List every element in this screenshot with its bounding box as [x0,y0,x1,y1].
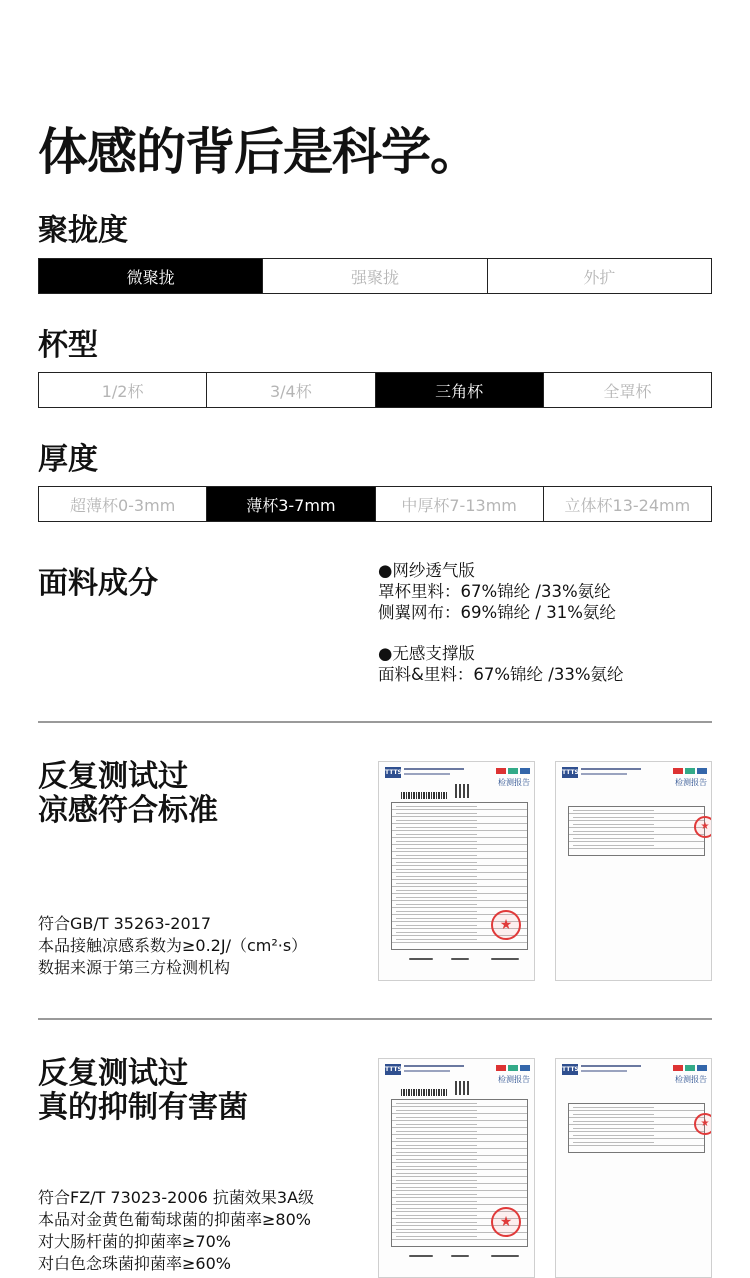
cooling-test-title [38,760,218,828]
fabric-title: 面料成分 [38,566,158,601]
red-stamp-icon: ★ [694,1113,712,1135]
cup-option-three-quarter[interactable]: 3/4杯 [207,373,375,407]
fabric-mesh-line: 侧翼网布：69%锦纶 / 31%氨纶 [378,603,616,622]
antibacterial-test-title [38,1057,248,1125]
red-stamp-icon: ★ [491,910,521,940]
gather-option-strong[interactable]: 强聚拢 [263,259,487,293]
gather-option-outward[interactable]: 外扩 [583,267,616,287]
cup-option-full[interactable]: 全罩杯 [603,381,652,401]
cooling-title-line: 凉感符合标准 [38,793,218,828]
cup-selector [38,372,712,408]
thickness-selector [38,486,712,522]
antibacterial-report-page-2 [555,1058,712,1278]
antibacterial-title-line: 反复测试过 [38,1056,188,1091]
divider [38,1018,712,1020]
antibacterial-test-notes [38,1187,314,1275]
thickness-option-medium[interactable]: 中厚杯7-13mm [376,487,544,521]
divider [38,721,712,723]
qr-code-icon [455,1081,469,1095]
thickness-option-3d[interactable]: 立体杯13-24mm [564,495,691,515]
cooling-note: 数据来源于第三方检测机构 [38,958,231,977]
red-stamp-icon: ★ [491,1207,521,1237]
report-title: 检测报告 [498,778,530,787]
report-title: 检测报告 [498,1075,530,1084]
lab-logo-icon: TTTS [385,1066,402,1073]
antibacterial-note: 符合FZ/T 73023-2006 抗菌效果3A级 [38,1188,315,1207]
cup-title: 杯型 [38,328,98,363]
gather-option-micro[interactable]: 微聚拢 [39,259,263,293]
fabric-mesh-block [378,560,616,623]
thickness-option-thin[interactable]: 薄杯3-7mm [207,487,375,521]
antibacterial-note: 对白色念珠菌抑菌率≥60% [38,1254,231,1273]
fabric-support-name: ●无感支撑版 [378,644,475,663]
cooling-report-page-1 [378,761,535,981]
report-title: 检测报告 [675,778,707,787]
gather-title: 聚拢度 [38,213,128,248]
lab-logo-icon: TTTS [385,769,402,776]
fabric-support-block [378,643,624,685]
antibacterial-title-line: 真的抑制有害菌 [38,1090,248,1125]
lab-logo-icon: TTTS [562,769,579,776]
cooling-test-notes [38,913,307,979]
report-title: 检测报告 [675,1075,707,1084]
antibacterial-report-page-1 [378,1058,535,1278]
gather-selector [38,258,712,294]
fabric-support-line: 面料&里料：67%锦纶 /33%氨纶 [378,665,624,684]
fabric-mesh-name: ●网纱透气版 [378,561,475,580]
cooling-report-page-2 [555,761,712,981]
cooling-note: 符合GB/T 35263-2017 [38,914,212,933]
cooling-note: 本品接触凉感系数为≥0.2J/（cm²·s） [38,936,308,955]
antibacterial-note: 本品对金黄色葡萄球菌的抑菌率≥80% [38,1210,311,1229]
thickness-option-ultrathin[interactable]: 超薄杯0-3mm [39,487,207,521]
page-headline: 体感的背后是科学。 [38,123,479,181]
thickness-title: 厚度 [38,442,98,477]
antibacterial-note: 对大肠杆菌的抑菌率≥70% [38,1232,231,1251]
cup-option-half[interactable]: 1/2杯 [39,373,207,407]
fabric-mesh-line: 罩杯里料：67%锦纶 /33%氨纶 [378,582,611,601]
red-stamp-icon: ★ [694,816,712,838]
cooling-title-line: 反复测试过 [38,759,188,794]
qr-code-icon [455,784,469,798]
lab-logo-icon: TTTS [562,1066,579,1073]
cup-option-triangle[interactable]: 三角杯 [376,373,544,407]
